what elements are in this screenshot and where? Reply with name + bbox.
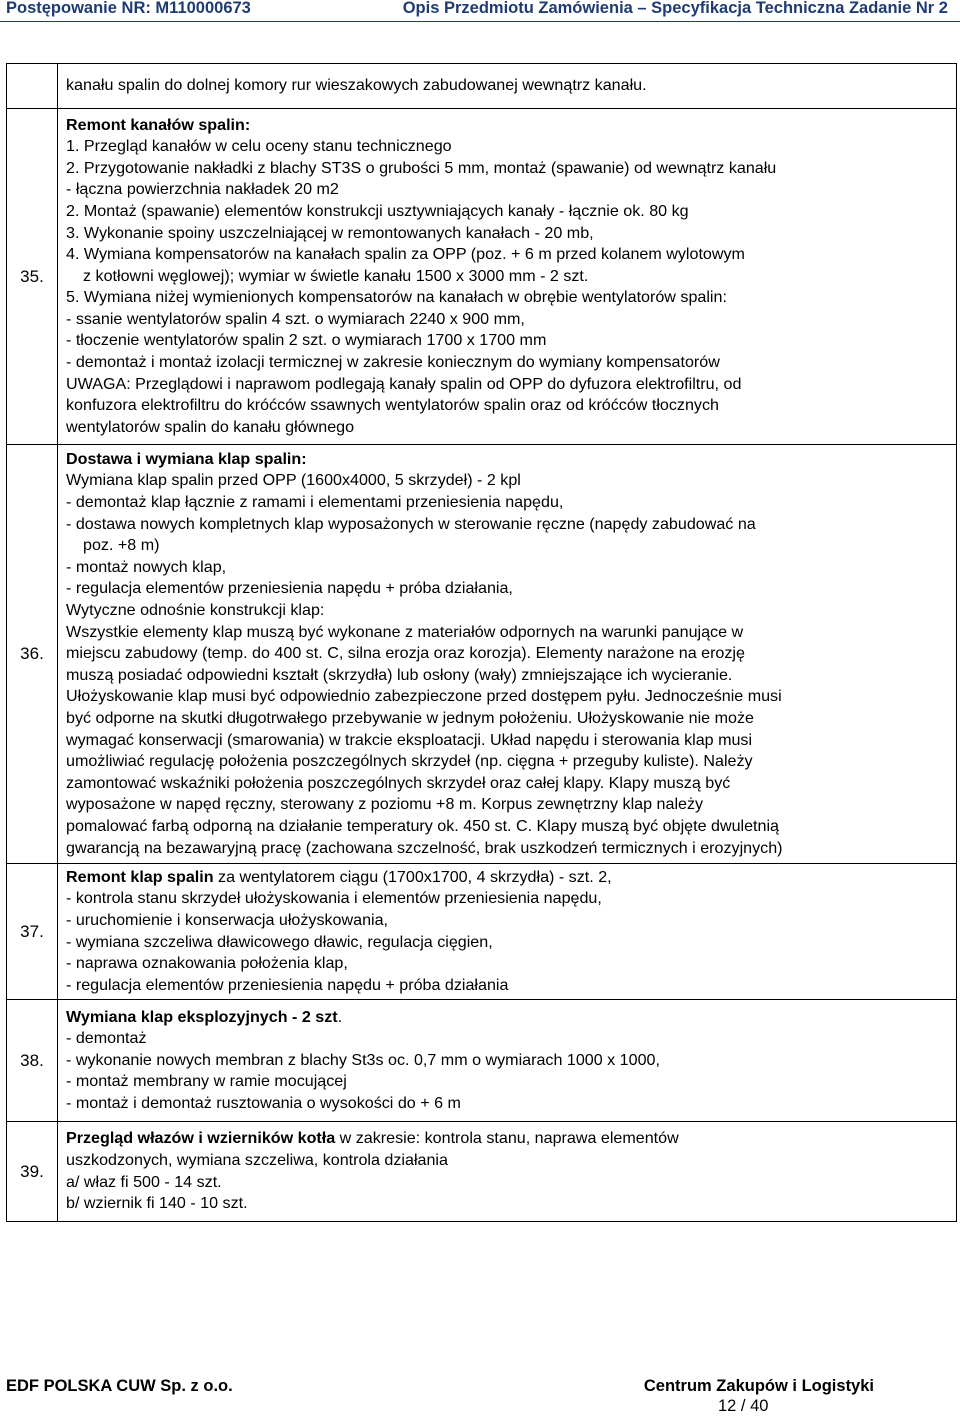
- text-line: - kontrola stanu skrzydeł ułożyskowania i elementów przeniesienia napędu,: [66, 889, 602, 908]
- text-line: umożliwiać regulację położenia poszczególnych skrzydeł (np. cięgna + przeguby kuliste). Należy: [66, 752, 753, 771]
- heading-continuation: .: [337, 1007, 343, 1026]
- text-line: [66, 867, 950, 889]
- text-line: Wymiana klap spalin przed OPP (1600x4000, 5 skrzydeł) - 2 kpl: [66, 471, 521, 490]
- row-content: [58, 1000, 957, 1122]
- row-content: [58, 445, 957, 864]
- text-line: Wszystkie elementy klap muszą być wykonane z materiałów odpornych na warunki panujące w: [66, 622, 744, 641]
- table-row: [7, 445, 957, 864]
- row-number: 36.: [7, 445, 58, 864]
- text-line: - demontaż i montaż izolacji termicznej w zakresie koniecznym do wymiany kompensatorów: [66, 353, 720, 372]
- text-line: - wykonanie nowych membran z blachy St3s oc. 0,7 mm o wymiarach 1000 x 1000,: [66, 1050, 660, 1069]
- text-line: 4. Wymiana kompensatorów na kanałach spalin za OPP (poz. + 6 m przed kolanem wylotowym: [66, 245, 745, 264]
- row-content: [58, 1122, 957, 1222]
- specification-table: [6, 63, 957, 1222]
- table-row: [7, 109, 957, 445]
- section-heading: Dostawa i wymiana klap spalin:: [66, 449, 307, 468]
- text-line: muszą posiadać odpowiedni kształt (skrzydła) lub osłony (wały) zmniejszające ich wycieranie.: [66, 665, 733, 684]
- footer-company: EDF POLSKA CUW Sp. z o.o.: [6, 1377, 233, 1395]
- text-line: pomalować farbą odporną na działanie temperatury ok. 450 st. C. Klapy muszą być objęte dwuletnią: [66, 816, 779, 835]
- text-line: - demontaż klap łącznie z ramami i elementami przeniesienia napędu,: [66, 493, 564, 512]
- text-line: - montaż membrany w ramie mocującej: [66, 1072, 347, 1091]
- text-line: uszkodzonych, wymiana szczeliwa, kontrola działania: [66, 1150, 448, 1169]
- text-line: - tłoczenie wentylatorów spalin 2 szt. o wymiarach 1700 x 1700 mm: [66, 331, 547, 350]
- text-line: konfuzora elektrofiltru do króćców ssawnych wentylatorów spalin oraz od króćców tłocznych: [66, 396, 719, 415]
- text-line: 2. Przygotowanie nakładki z blachy ST3S o grubości 5 mm, montaż (spawanie) od wewnątrz kanału: [66, 158, 777, 177]
- row-number: 39.: [7, 1122, 58, 1222]
- text-line: poz. +8 m): [83, 536, 160, 555]
- page-header: [0, 0, 960, 20]
- text-line: 1. Przegląd kanałów w celu oceny stanu technicznego: [66, 137, 452, 156]
- text-line: - demontaż: [66, 1029, 147, 1048]
- row-number: 38.: [7, 1000, 58, 1122]
- text-line: - montaż nowych klap,: [66, 557, 227, 576]
- footer-department: Centrum Zakupów i Logistyki: [643, 1377, 874, 1395]
- text-line: - montaż i demontaż rusztowania o wysokości do + 6 m: [66, 1093, 461, 1112]
- heading-continuation: za wentylatorem ciągu (1700x1700, 4 skrzydła) - szt. 2,: [213, 867, 612, 886]
- text-line: kanału spalin do dolnej komory rur wieszakowych zabudowanej wewnątrz kanału.: [66, 76, 647, 95]
- text-line: wymagać konserwacji (smarowania) w trakcie eksploatacji. Układ napędu i sterowania klap musi: [66, 730, 753, 749]
- table-row: [7, 64, 957, 109]
- text-line: gwarancją na bezawaryjną pracę (zachowana szczelność, brak uszkodzeń termicznych i erozyjnych): [66, 838, 783, 857]
- text-line: wyposażone w napęd ręczny, sterowany z poziomu +8 m. Korpus zewnętrzny klap należy: [66, 795, 704, 814]
- text-line: Wytyczne odnośnie konstrukcji klap:: [66, 601, 325, 620]
- header-rule: [0, 21, 960, 22]
- text-line: 3. Wykonanie spoiny uszczelniającej w remontowanych kanałach - 20 mb,: [66, 223, 594, 242]
- text-line: wentylatorów spalin do kanału głównego: [66, 417, 355, 436]
- text-line: - dostawa nowych kompletnych klap wyposażonych w sterowanie ręczne (napędy zabudować na: [66, 514, 756, 533]
- table-row: [7, 1122, 957, 1222]
- row-content: [58, 109, 957, 445]
- text-line: - naprawa oznakowania położenia klap,: [66, 954, 348, 973]
- text-line: - łączna powierzchnia nakładek 20 m2: [66, 180, 339, 199]
- heading-continuation: w zakresie: kontrola stanu, naprawa elementów: [335, 1129, 679, 1148]
- row-content: [58, 864, 957, 1000]
- text-line: 2. Montaż (spawanie) elementów konstrukcji usztywniających kanały - łącznie ok. 80 kg: [66, 201, 689, 220]
- text-line: a/ właz fi 500 - 14 szt.: [66, 1172, 222, 1191]
- text-line: miejscu zabudowy (temp. do 400 st. C, silna erozja oraz korozja). Elementy narażone na erozję: [66, 644, 745, 663]
- text-line: - uruchomienie i konserwacja ułożyskowania,: [66, 910, 389, 929]
- text-line: być odporne na skutki długotrwałego przebywanie w jednym położeniu. Ułożyskowanie nie może: [66, 708, 754, 727]
- proceeding-number: Postępowanie NR: M110000673: [6, 0, 251, 17]
- section-heading: Remont klap spalin: [66, 867, 214, 886]
- section-heading: Remont kanałów spalin:: [66, 115, 251, 134]
- text-line: [66, 1007, 950, 1029]
- table-row: [7, 1000, 957, 1122]
- text-line: - regulacja elementów przeniesienia napędu + próba działania: [66, 975, 509, 994]
- text-line: z kotłowni węglowej); wymiar w świetle kanału 1500 x 3000 mm - 2 szt.: [83, 266, 589, 285]
- text-line: [66, 1128, 950, 1150]
- text-line: - wymiana szczeliwa dławicowego dławic, regulacja cięgien,: [66, 932, 493, 951]
- section-heading: Przegląd włazów i wzierników kotła: [66, 1129, 336, 1148]
- row-number: 35.: [7, 109, 58, 445]
- text-line: - ssanie wentylatorów spalin 4 szt. o wymiarach 2240 x 900 mm,: [66, 309, 525, 328]
- table-row: [7, 864, 957, 1000]
- text-line: UWAGA: Przeglądowi i naprawom podlegają kanały spalin od OPP do dyfuzora elektrofiltru, od: [66, 374, 742, 393]
- row-content: [58, 64, 957, 109]
- text-line: Ułożyskowanie klap musi być odpowiednio zabezpieczone przed dostępem pyłu. Jednocześnie musi: [66, 687, 782, 706]
- page-number: 12 / 40: [718, 1397, 769, 1415]
- row-number: [7, 64, 58, 109]
- text-line: - regulacja elementów przeniesienia napędu + próba działania,: [66, 579, 513, 598]
- text-line: b/ wziernik fi 140 - 10 szt.: [66, 1194, 248, 1213]
- text-line: 5. Wymiana niżej wymienionych kompensatorów na kanałach w obrębie wentylatorów spalin:: [66, 288, 727, 307]
- text-line: zamontować wskaźniki położenia poszczególnych skrzydeł oraz całej klapy. Klapy muszą być: [66, 773, 731, 792]
- section-heading: Wymiana klap eksplozyjnych - 2 szt: [66, 1007, 338, 1026]
- document-title: Opis Przedmiotu Zamówienia – Specyfikacja Techniczna Zadanie Nr 2: [402, 0, 948, 17]
- row-number: 37.: [7, 864, 58, 1000]
